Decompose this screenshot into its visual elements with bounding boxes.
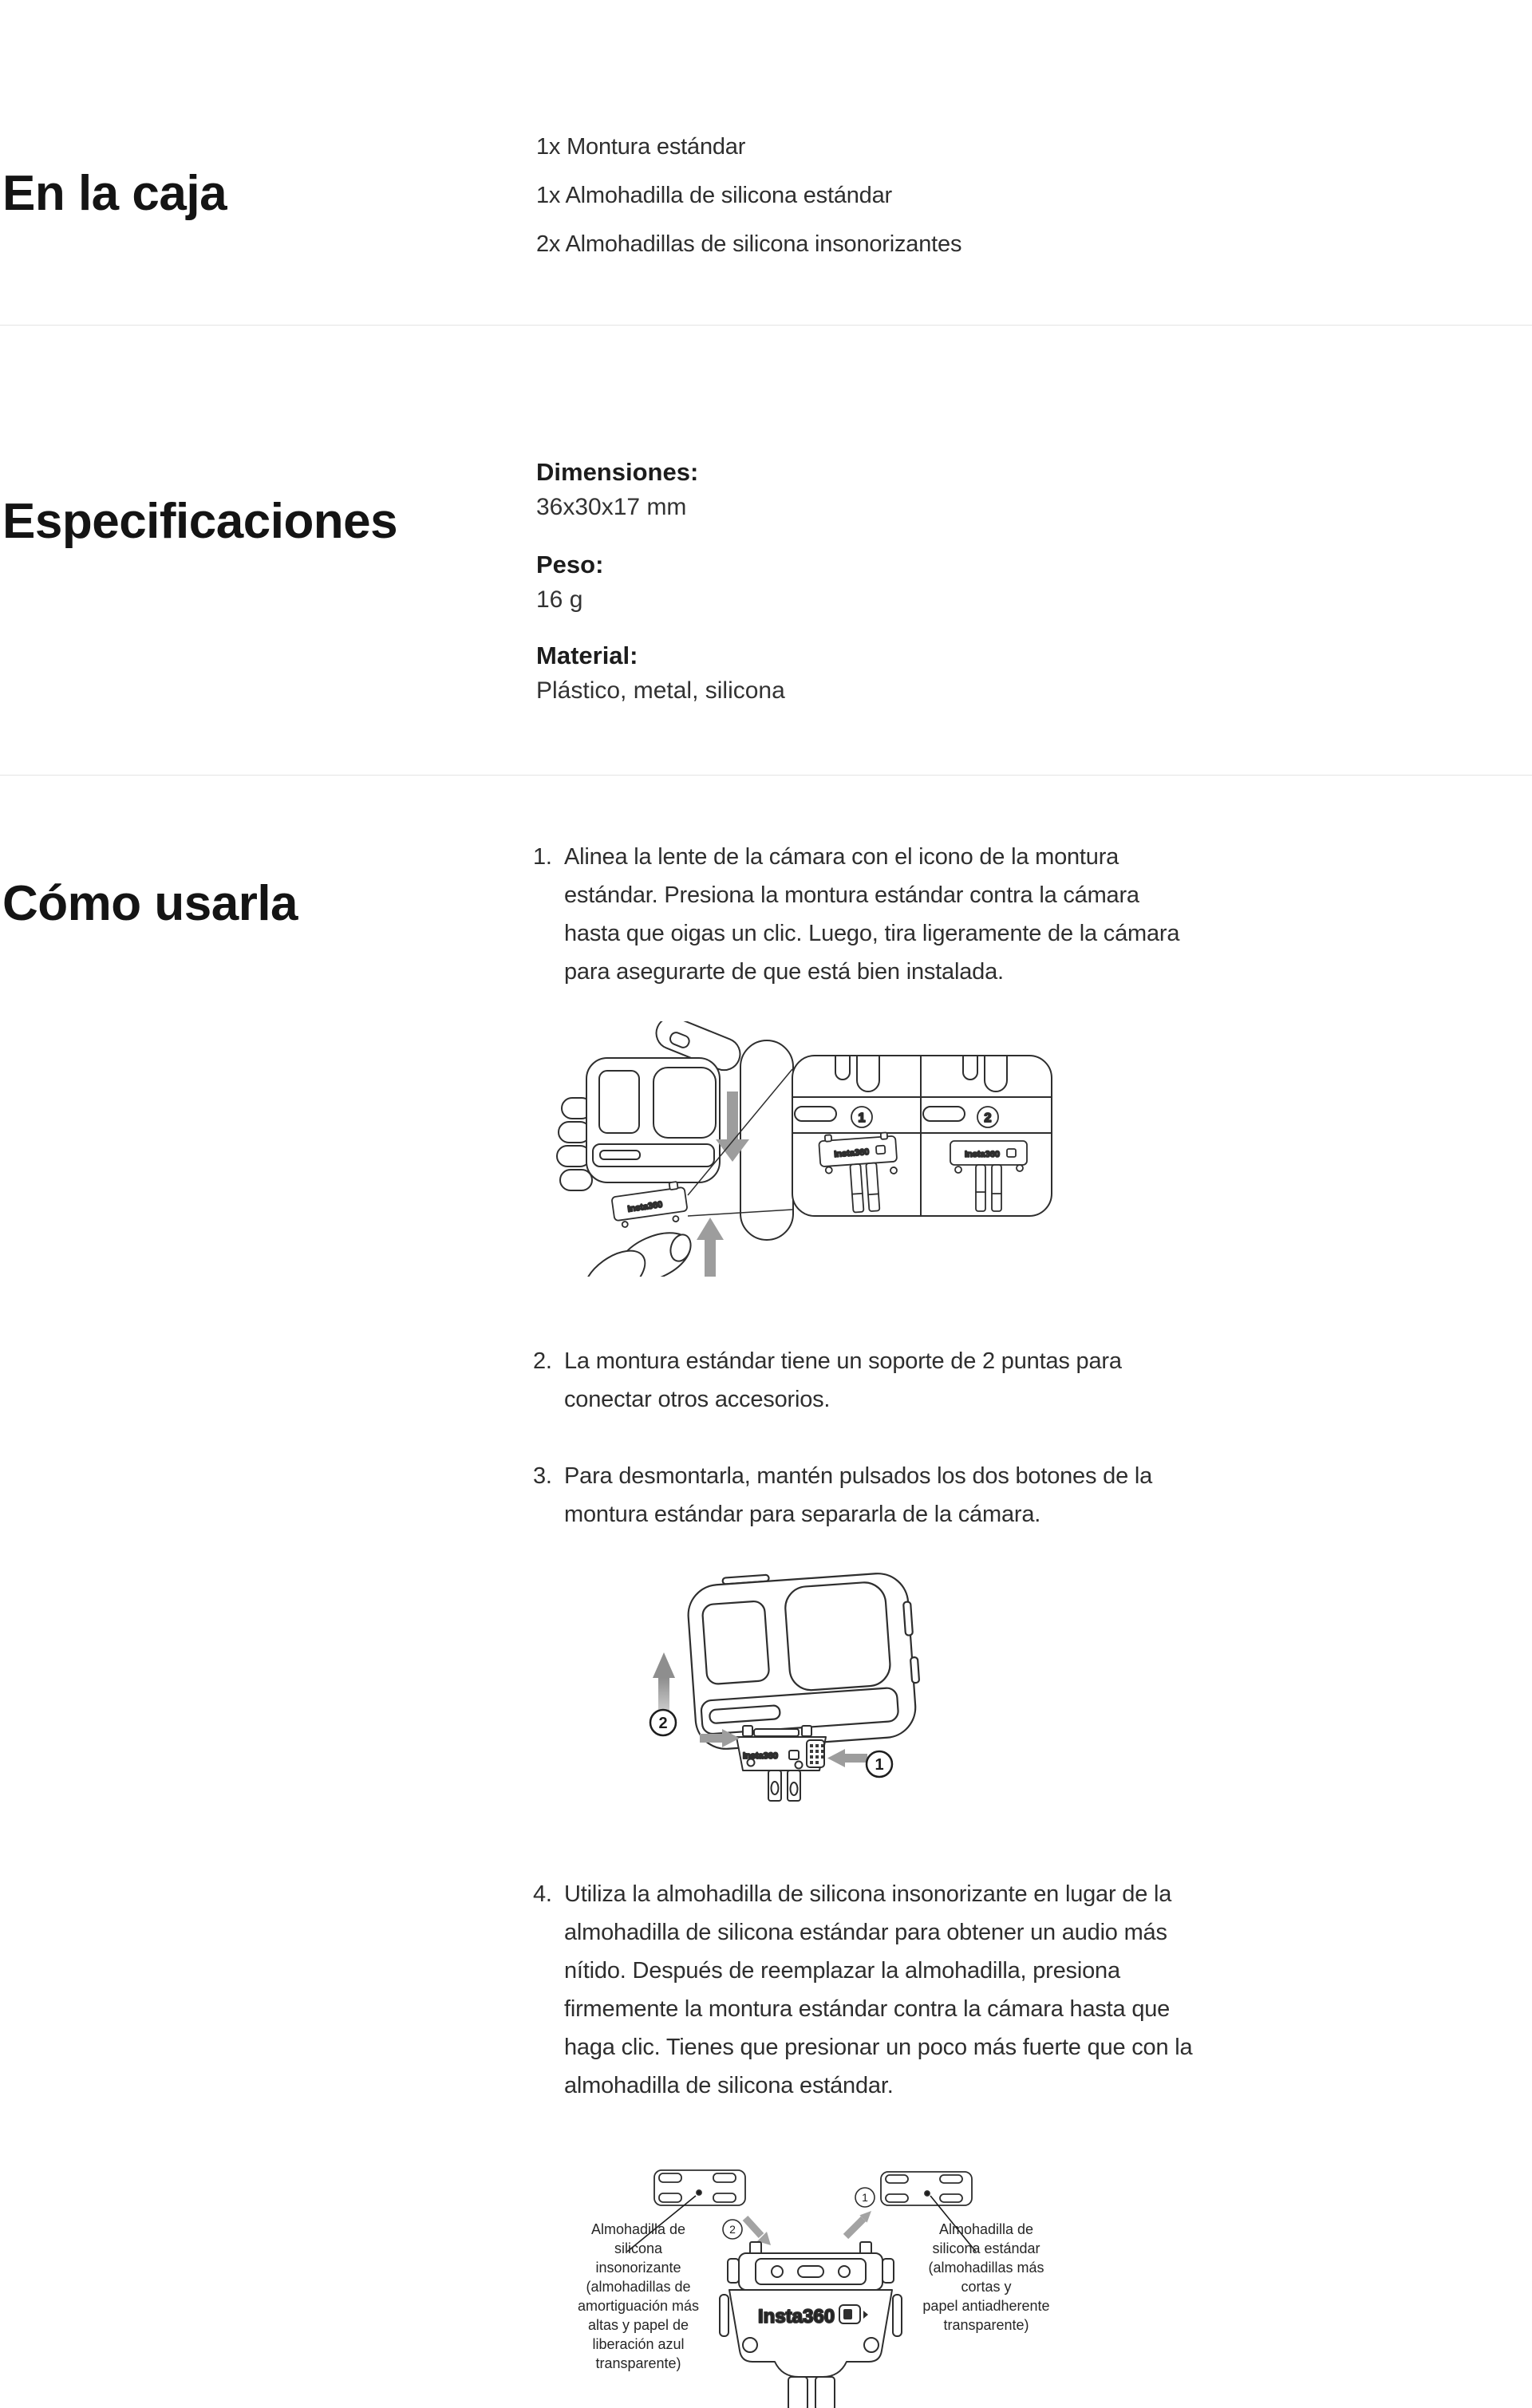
side-ear [882,2259,894,2283]
step-text: Para desmontarla, mantén pulsados los dos botones de la [564,1463,1153,1489]
step-text: Alinea la lente de la cámara con el icono de la montura [564,844,1119,870]
caption-line: insonorizante [595,2260,681,2276]
caption-line: silicona estándar [932,2240,1040,2256]
mount-hole [673,1216,679,1222]
step-line [533,1875,1192,1913]
caption-soundproof-pad [551,2220,726,2373]
callout-number-1: 1 [875,1756,884,1774]
finger [557,1146,590,1166]
callout-number-1: 1 [862,2191,868,2204]
leader-dot [925,2191,930,2196]
caption-line: papel antiadherente [922,2298,1050,2314]
callout-number-2: 2 [658,1715,668,1732]
caption-standard-pad [894,2220,1078,2335]
screw [839,2266,850,2277]
caption-line: (almohadillas de [586,2279,691,2295]
step-2 [533,1342,1122,1419]
camera-slot [923,1107,965,1121]
caption-line: transparente) [595,2355,681,2371]
mount-prong [788,2377,807,2408]
section-divider [0,325,1532,326]
mount-front-large [720,2242,902,2408]
mount-hole [825,1166,832,1174]
diagram-detach-mount [626,1552,961,1831]
camera-side-button [903,1601,913,1636]
callout-number-2: 2 [729,2223,736,2236]
section-divider [0,775,1532,776]
center-slot [798,2266,823,2277]
camera-badge-icon [789,1751,799,1759]
lift-up-arrow-icon [653,1652,675,1715]
caption-line: cortas y [961,2279,1012,2295]
callout-number-2: 2 [984,1111,992,1125]
step-number: 2. [533,1348,552,1374]
box-item: 2x Almohadillas de silicona insonorizantes [536,231,962,257]
mount-hole [743,2338,757,2352]
diagram-attach-standard-mount [551,1021,1061,1277]
step-line: para asegurarte de que está bien instalada. [564,959,1004,985]
mount-hole [864,2338,879,2352]
camera-lens-panel [653,1068,716,1138]
insert-arrow-down-right-icon [745,2218,771,2245]
camera-bottom-slot [600,1151,640,1159]
spec-value-weight: 16 g [536,586,583,613]
section-title-how-to-use: Cómo usarla [2,876,298,932]
camera-screen-small [702,1601,770,1684]
box-item: 1x Montura estándar [536,134,746,160]
mount-hole [1017,1165,1023,1171]
mount-clip [743,1726,752,1736]
step-line: conectar otros accesorios. [564,1387,831,1412]
step-line [533,1342,1122,1380]
step-line: nítido. Después de reemplazar la almohadilla, presiona [564,1958,1120,1984]
caption-line: silicona [614,2240,663,2256]
section-title-in-the-box: En la caja [2,166,227,222]
caption-line: liberación azul [592,2336,685,2352]
section-title-specs: Especificaciones [2,494,398,550]
step-line: estándar. Presiona la montura estándar contra la cámara [564,882,1139,908]
step-number: 4. [533,1881,552,1907]
camera-screen-small [599,1071,639,1133]
caption-line: amortiguación más [577,2298,700,2314]
caption-line: Almohadilla de [590,2221,686,2237]
pull-up-arrow-icon [697,1218,724,1277]
camera-front [586,1058,720,1182]
camera-badge-icon [1007,1149,1016,1157]
camera-slot [795,1107,836,1121]
step-line: haga clic. Tienes que presionar un poco más fuerte que con la [564,2035,1193,2060]
brand-logo: Insta360 [626,1199,664,1214]
step-3 [533,1457,1152,1534]
screw [772,2266,783,2277]
step-4 [533,1875,1192,2105]
press-button-arrow-right-icon [827,1749,867,1767]
soundproof-pad [654,2170,745,2205]
step-line: hasta que oigas un clic. Luego, tira ligeramente de la cámara [564,921,1180,946]
mount-hole [796,1762,803,1769]
pinching-fingers [574,1223,697,1277]
standard-mount-side [610,1181,689,1230]
step-text: La montura estándar tiene un soporte de 2 puntas para [564,1348,1122,1374]
step-text: Utiliza la almohadilla de silicona insonorizante en lugar de la [564,1881,1172,1907]
mount-hole [622,1222,628,1228]
step-number: 1. [533,844,552,870]
caption-line: (almohadillas más [928,2260,1044,2276]
step-1 [533,838,1179,991]
side-ear [728,2259,739,2283]
spec-label-material: Material: [536,641,638,669]
prong-hole [772,1782,779,1794]
zoom-panel [792,1056,1052,1216]
box-item: 1x Almohadilla de silicona estándar [536,183,892,208]
prong-hole [791,1782,798,1795]
brand-logo: Insta360 [964,1150,1001,1159]
remove-arrow-up-right-icon [846,2211,871,2236]
camera-side-button [910,1657,919,1684]
mount-silicone-pad [754,1729,799,1736]
caption-line: transparente) [943,2317,1029,2333]
mount-clip [669,1182,678,1190]
brand-logo: Insta360 [743,1751,779,1761]
step-line [533,1457,1152,1495]
step-line: montura estándar para separarla de la cámara. [564,1502,1041,1527]
step-line: almohadilla de silicona estándar para obtener un audio más [564,1920,1167,1945]
camera-front [686,1565,923,1751]
spec-value-material: Plástico, metal, silicona [536,677,785,704]
caption-line: altas y papel de [587,2317,689,2333]
mount-body [729,2290,892,2377]
brand-logo: Insta360 [833,1147,870,1160]
caption-line: Almohadilla de [938,2221,1034,2237]
step-line: almohadilla de silicona estándar. [564,2073,894,2098]
spec-label-dimensions: Dimensiones: [536,458,699,486]
mount-clip [802,1726,811,1736]
callout-number-1: 1 [858,1111,866,1125]
mount-prong [976,1165,985,1211]
step-line: firmemente la montura estándar contra la cámara hasta que [564,1996,1171,2022]
spec-label-weight: Peso: [536,551,604,578]
camera-lens-panel [784,1581,891,1692]
finger [560,1170,592,1190]
brand-logo: Insta360 [758,2306,835,2327]
standard-pad [881,2172,972,2205]
step-number: 3. [533,1463,552,1489]
mount-hole [890,1167,898,1174]
camera-badge-icon [876,1146,886,1155]
mount-hole [955,1166,961,1173]
step-line [533,838,1179,876]
mount-prong [815,2377,835,2408]
spec-value-dimensions: 36x30x17 mm [536,494,687,520]
standard-mount [736,1726,826,1801]
leader-dot [697,2190,701,2195]
mount-prong [992,1165,1001,1211]
